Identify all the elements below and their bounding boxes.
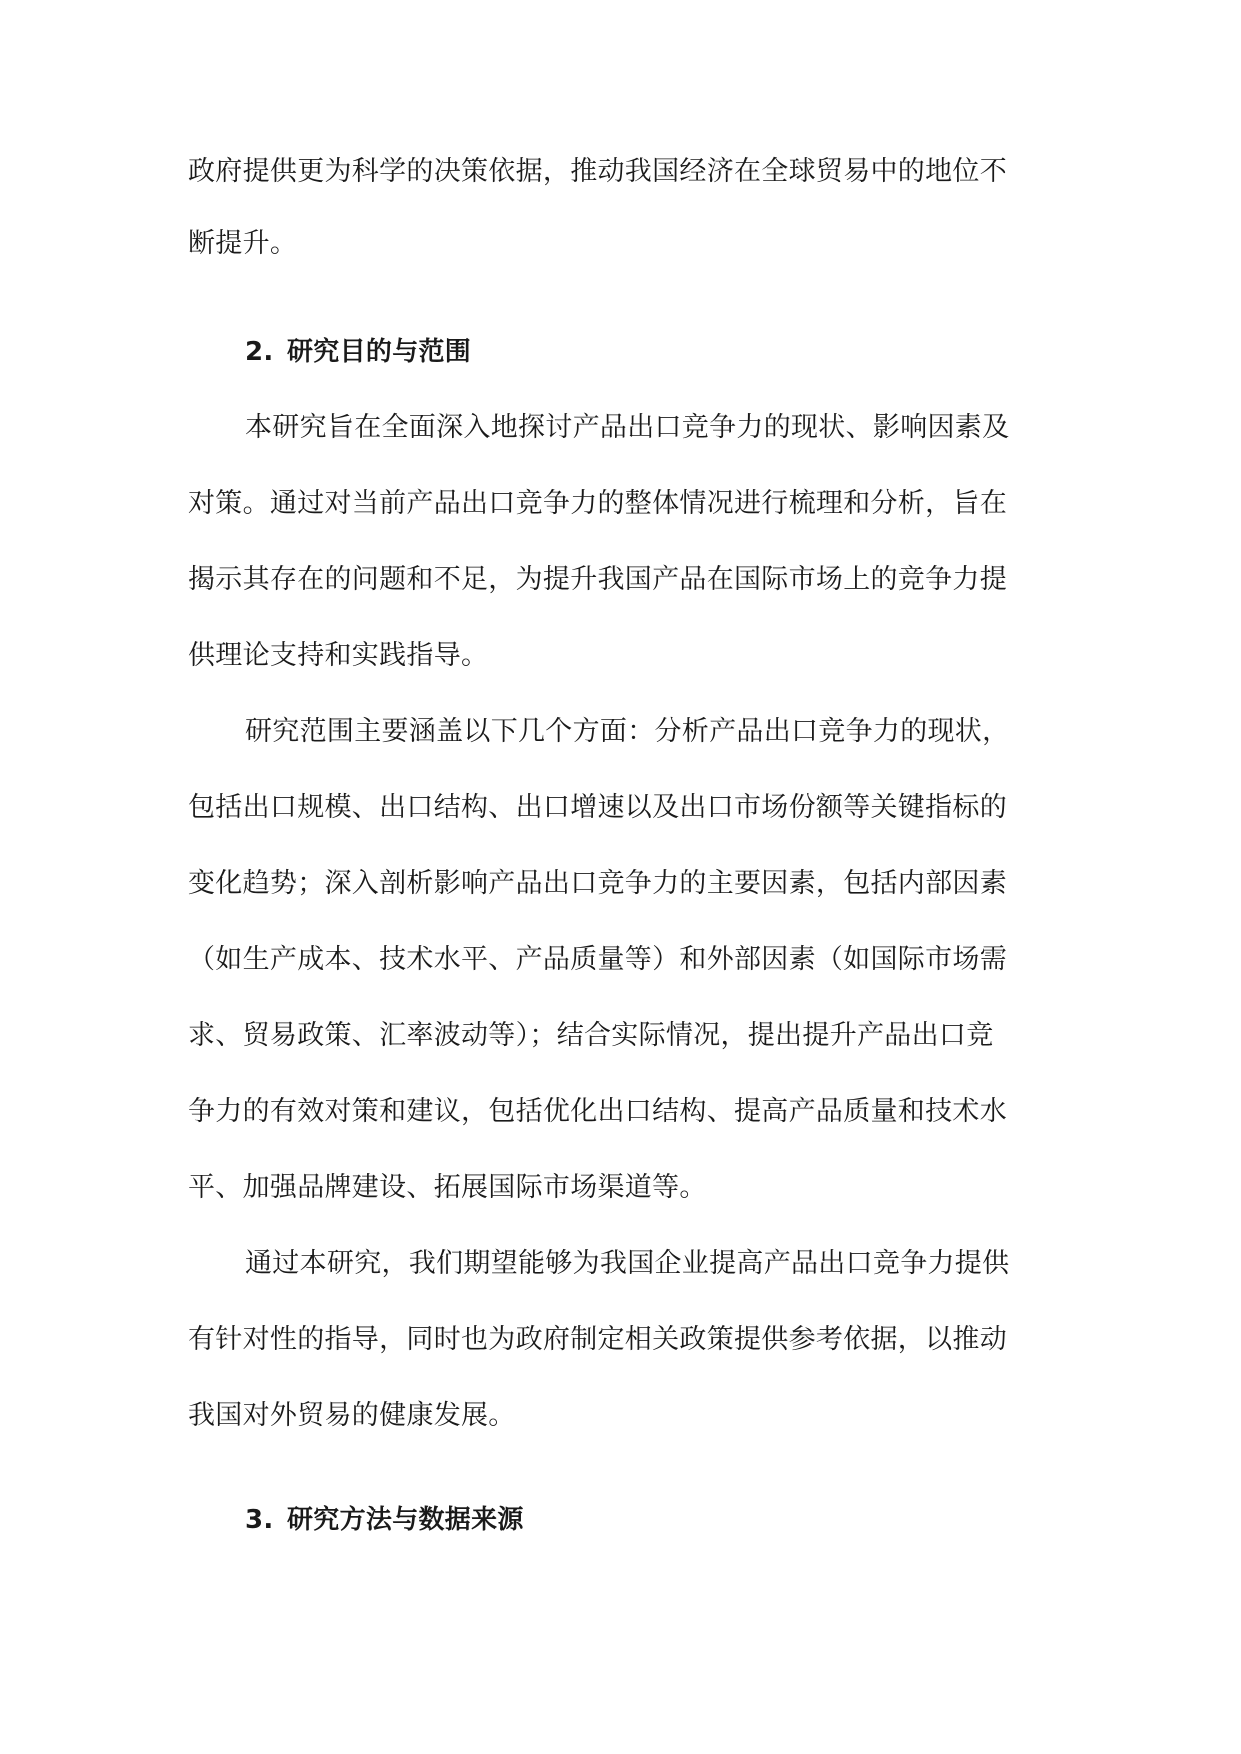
section-title: 研究目的与范围 bbox=[287, 337, 472, 367]
text-line: 通过本研究，我们期望能够为我国企业提高产品出口竞争力提供 bbox=[245, 1248, 1010, 1279]
text-line: 有针对性的指导，同时也为政府制定相关政策提供参考依据，以推动 bbox=[188, 1324, 1007, 1355]
text-line: 揭示其存在的问题和不足，为提升我国产品在国际市场上的竞争力提 bbox=[188, 564, 1007, 595]
text-line: （如生产成本、技术水平、产品质量等）和外部因素（如国际市场需 bbox=[188, 944, 1007, 975]
section-number: 2. bbox=[245, 337, 274, 367]
text-line: 包括出口规模、出口结构、出口增速以及出口市场份额等关键指标的 bbox=[188, 792, 1007, 823]
text-line: 争力的有效对策和建议，包括优化出口结构、提高产品质量和技术水 bbox=[188, 1096, 1007, 1127]
text-line: 我国对外贸易的健康发展。 bbox=[188, 1400, 516, 1431]
text-line: 政府提供更为科学的决策依据，推动我国经济在全球贸易中的地位不 bbox=[188, 156, 1007, 187]
text-line: 变化趋势；深入剖析影响产品出口竞争力的主要因素，包括内部因素 bbox=[188, 868, 1007, 899]
text-line: 平、加强品牌建设、拓展国际市场渠道等。 bbox=[188, 1172, 707, 1203]
text-line: 对策。通过对当前产品出口竞争力的整体情况进行梳理和分析，旨在 bbox=[188, 488, 1007, 519]
section-title: 研究方法与数据来源 bbox=[287, 1505, 524, 1535]
text-line: 本研究旨在全面深入地探讨产品出口竞争力的现状、影响因素及 bbox=[245, 412, 1010, 443]
text-line: 求、贸易政策、汇率波动等）；结合实际情况，提出提升产品出口竞 bbox=[188, 1020, 994, 1051]
text-line: 断提升。 bbox=[188, 228, 298, 259]
text-line: 供理论支持和实践指导。 bbox=[188, 640, 489, 671]
text-line: 研究范围主要涵盖以下几个方面：分析产品出口竞争力的现状， bbox=[245, 716, 1010, 747]
section-heading-2 bbox=[245, 339, 471, 365]
section-heading-3 bbox=[245, 1507, 524, 1533]
section-number: 3. bbox=[245, 1505, 274, 1535]
